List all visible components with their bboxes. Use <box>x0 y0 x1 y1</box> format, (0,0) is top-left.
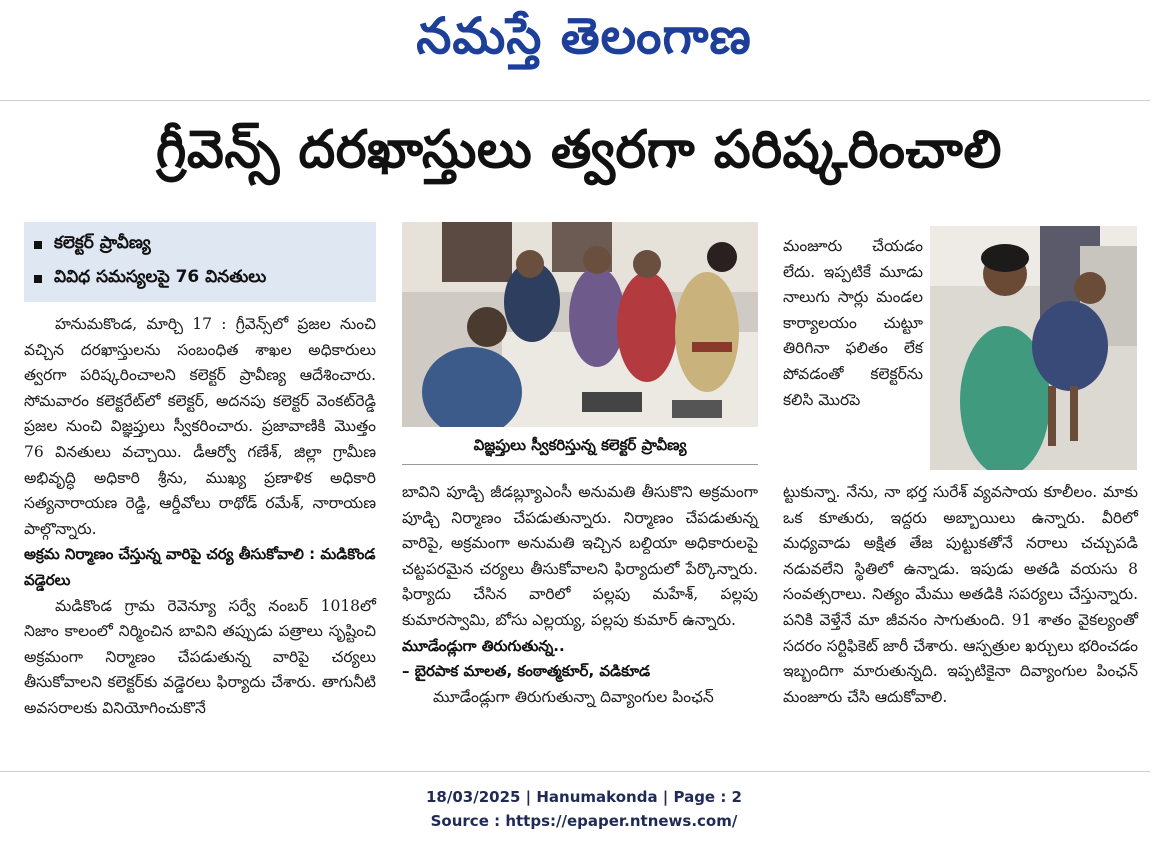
mother-child-photo <box>930 226 1137 470</box>
key-point <box>34 262 366 296</box>
bullet-icon <box>34 241 42 249</box>
byline: – బైరపాక మాలత, కంఠాత్మకూర్, వడికూడ <box>402 662 651 681</box>
body-paragraph: బావిని పూడ్చి జీడబ్ల్యూఎంసీ అనుమతి తీసుకొని అక్రమంగా పూడ్చి నిర్మాణం చేపడుతున్నారు. నిర్మాణం చేపడుతున్న వారిపై, అక్రమంగా అనుమతి ఇచ్చిన బల్దియా అధికారులపై చట్టపరమైన చర్యలు తీసుకోవాలని ఫిర్యాదులో పేర్కొన్నారు. ఫిర్యాదు చేసిన వారిలో పల్లపు మహేశ్, పల్లపు కుమారస్వామి, బోసు ఎల్లయ్య, పల్లపు కుమార్ ఉన్నారు. <box>402 483 758 629</box>
footer-source-line: Source : https://epaper.ntnews.com/ <box>430 812 738 830</box>
newspaper-logo: నమస్తే తెలంగాణ <box>416 6 752 65</box>
grievance-meeting-image <box>402 222 758 427</box>
body-paragraph: మడికొండ గ్రామ రెవెన్యూ సర్వే నంబర్ 1018లో నిజాం కాలంలో నిర్మించిన బావిని తప్పుడు పత్రాలు సృష్టించి అక్రమంగా నిర్మాణం చేపడుతున్న వారిపై చర్యలు తీసుకోవాలని కలెక్టర్‌కు వడ్డెరలు ఫిర్యాదు చేశారు. తాగునీటి అవసరాలకు వినియోగించుకొనే <box>24 596 376 717</box>
subheading: అక్రమ నిర్మాణం చేస్తున్న వారిపై చర్య తీసుకోవాలి : మడికొండ వడ్డెరలు <box>24 545 376 589</box>
subheading: మూడేండ్లుగా తిరుగుతున్న.. <box>402 636 565 655</box>
article-column-3 <box>783 480 1138 710</box>
key-point-text: కలెక్టర్ ప్రావీణ్య <box>54 233 151 253</box>
headline: గ్రీవెన్స్ దరఖాస్తులు త్వరగా పరిష్కరించాలి <box>156 119 1002 180</box>
article-column-3-top <box>783 234 923 413</box>
photo-caption: విజ్ఞప్తులు స్వీకరిస్తున్న కలెక్టర్ ప్రావీణ్య <box>402 430 758 465</box>
masthead <box>0 4 1168 80</box>
bullet-icon <box>34 275 42 283</box>
article-column-1 <box>24 312 376 722</box>
lead-paragraph: హనుమకొండ, మార్చి 17 : గ్రీవెన్స్‌లో ప్రజల నుంచి వచ్చిన దరఖాస్తులను సంబంధిత శాఖల అధికారులు త్వరగా పరిష్కరించాలని కలెక్టర్ ప్రావీణ్య ఆదేశించారు. సోమవారం కలెక్టరేట్‌లో కలెక్టర్, అదనపు కలెక్టర్ వెంకట్‌రెడ్డి ప్రజల నుంచి విజ్ఞప్తులు స్వీకరించారు. ప్రజావాణికి మొత్తం 76 వినతులు వచ్చాయి. డీఆర్వో గణేశ్, జిల్లా గ్రామీణ అభివృద్ధి అధికారి శ్రీను, ముఖ్య ప్రణాళిక అధికారి సత్యనారాయణ రెడ్డి, ఆర్డీవోలు రాథోడ్ రమేశ్, నారాయణ పాల్గొన్నారు. <box>24 315 376 538</box>
key-point-text: వివిధ సమస్యలపై 76 వినతులు <box>54 267 267 287</box>
key-point <box>34 228 366 262</box>
key-points-box <box>24 222 376 302</box>
article-column-2 <box>402 480 758 710</box>
body-paragraph: మూడేండ్లుగా తిరుగుతున్నా దివ్యాంగుల పింఛన్ <box>433 687 714 706</box>
footer-date-line: 18/03/2025 | Hanumakonda | Page : 2 <box>425 788 742 806</box>
body-paragraph: మంజూరు చేయడం లేదు. ఇప్పటికే మూడు నాలుగు సార్లు మండల కార్యాలయం చుట్టూ తిరిగినా ఫలితం లేక పోవడంతో కలెక్టర్‌ను కలిసి మొరపె <box>783 237 923 409</box>
mother-child-image <box>930 226 1137 470</box>
body-paragraph: ట్టుకున్నా. నేను, నా భర్త సురేశ్ వ్యవసాయ కూలీలం. మాకు ఒక కూతురు, ఇద్దరు అబ్బాయిలు ఉన్నారు. వీరిలో మధ్యవాడు అక్షిత తేజ పుట్టుకతోనే నరాలు చచ్చుపడి నడువలేని స్థితిలో ఉన్నాడు. ఇపుడు అతడి వయసు 8 సంవత్సరాలు. నిత్యం మేము అతడికి సపర్యలు చేస్తున్నారు. పనికి వెళ్తేనే మా జీవనం సాగుతుంది. 91 శాతం వైకల్యంతో సదరం సర్టిఫికెట్ జారీ చేశారు. ఆస్పత్రుల ఖర్చులు భరించడం ఇబ్బందిగా మారుతున్నది. ఇప్పటికైనా దివ్యాంగుల పింఛన్ మంజూరు చేసి ఆదుకోవాలి. <box>783 483 1138 706</box>
collector-photo <box>402 222 758 427</box>
